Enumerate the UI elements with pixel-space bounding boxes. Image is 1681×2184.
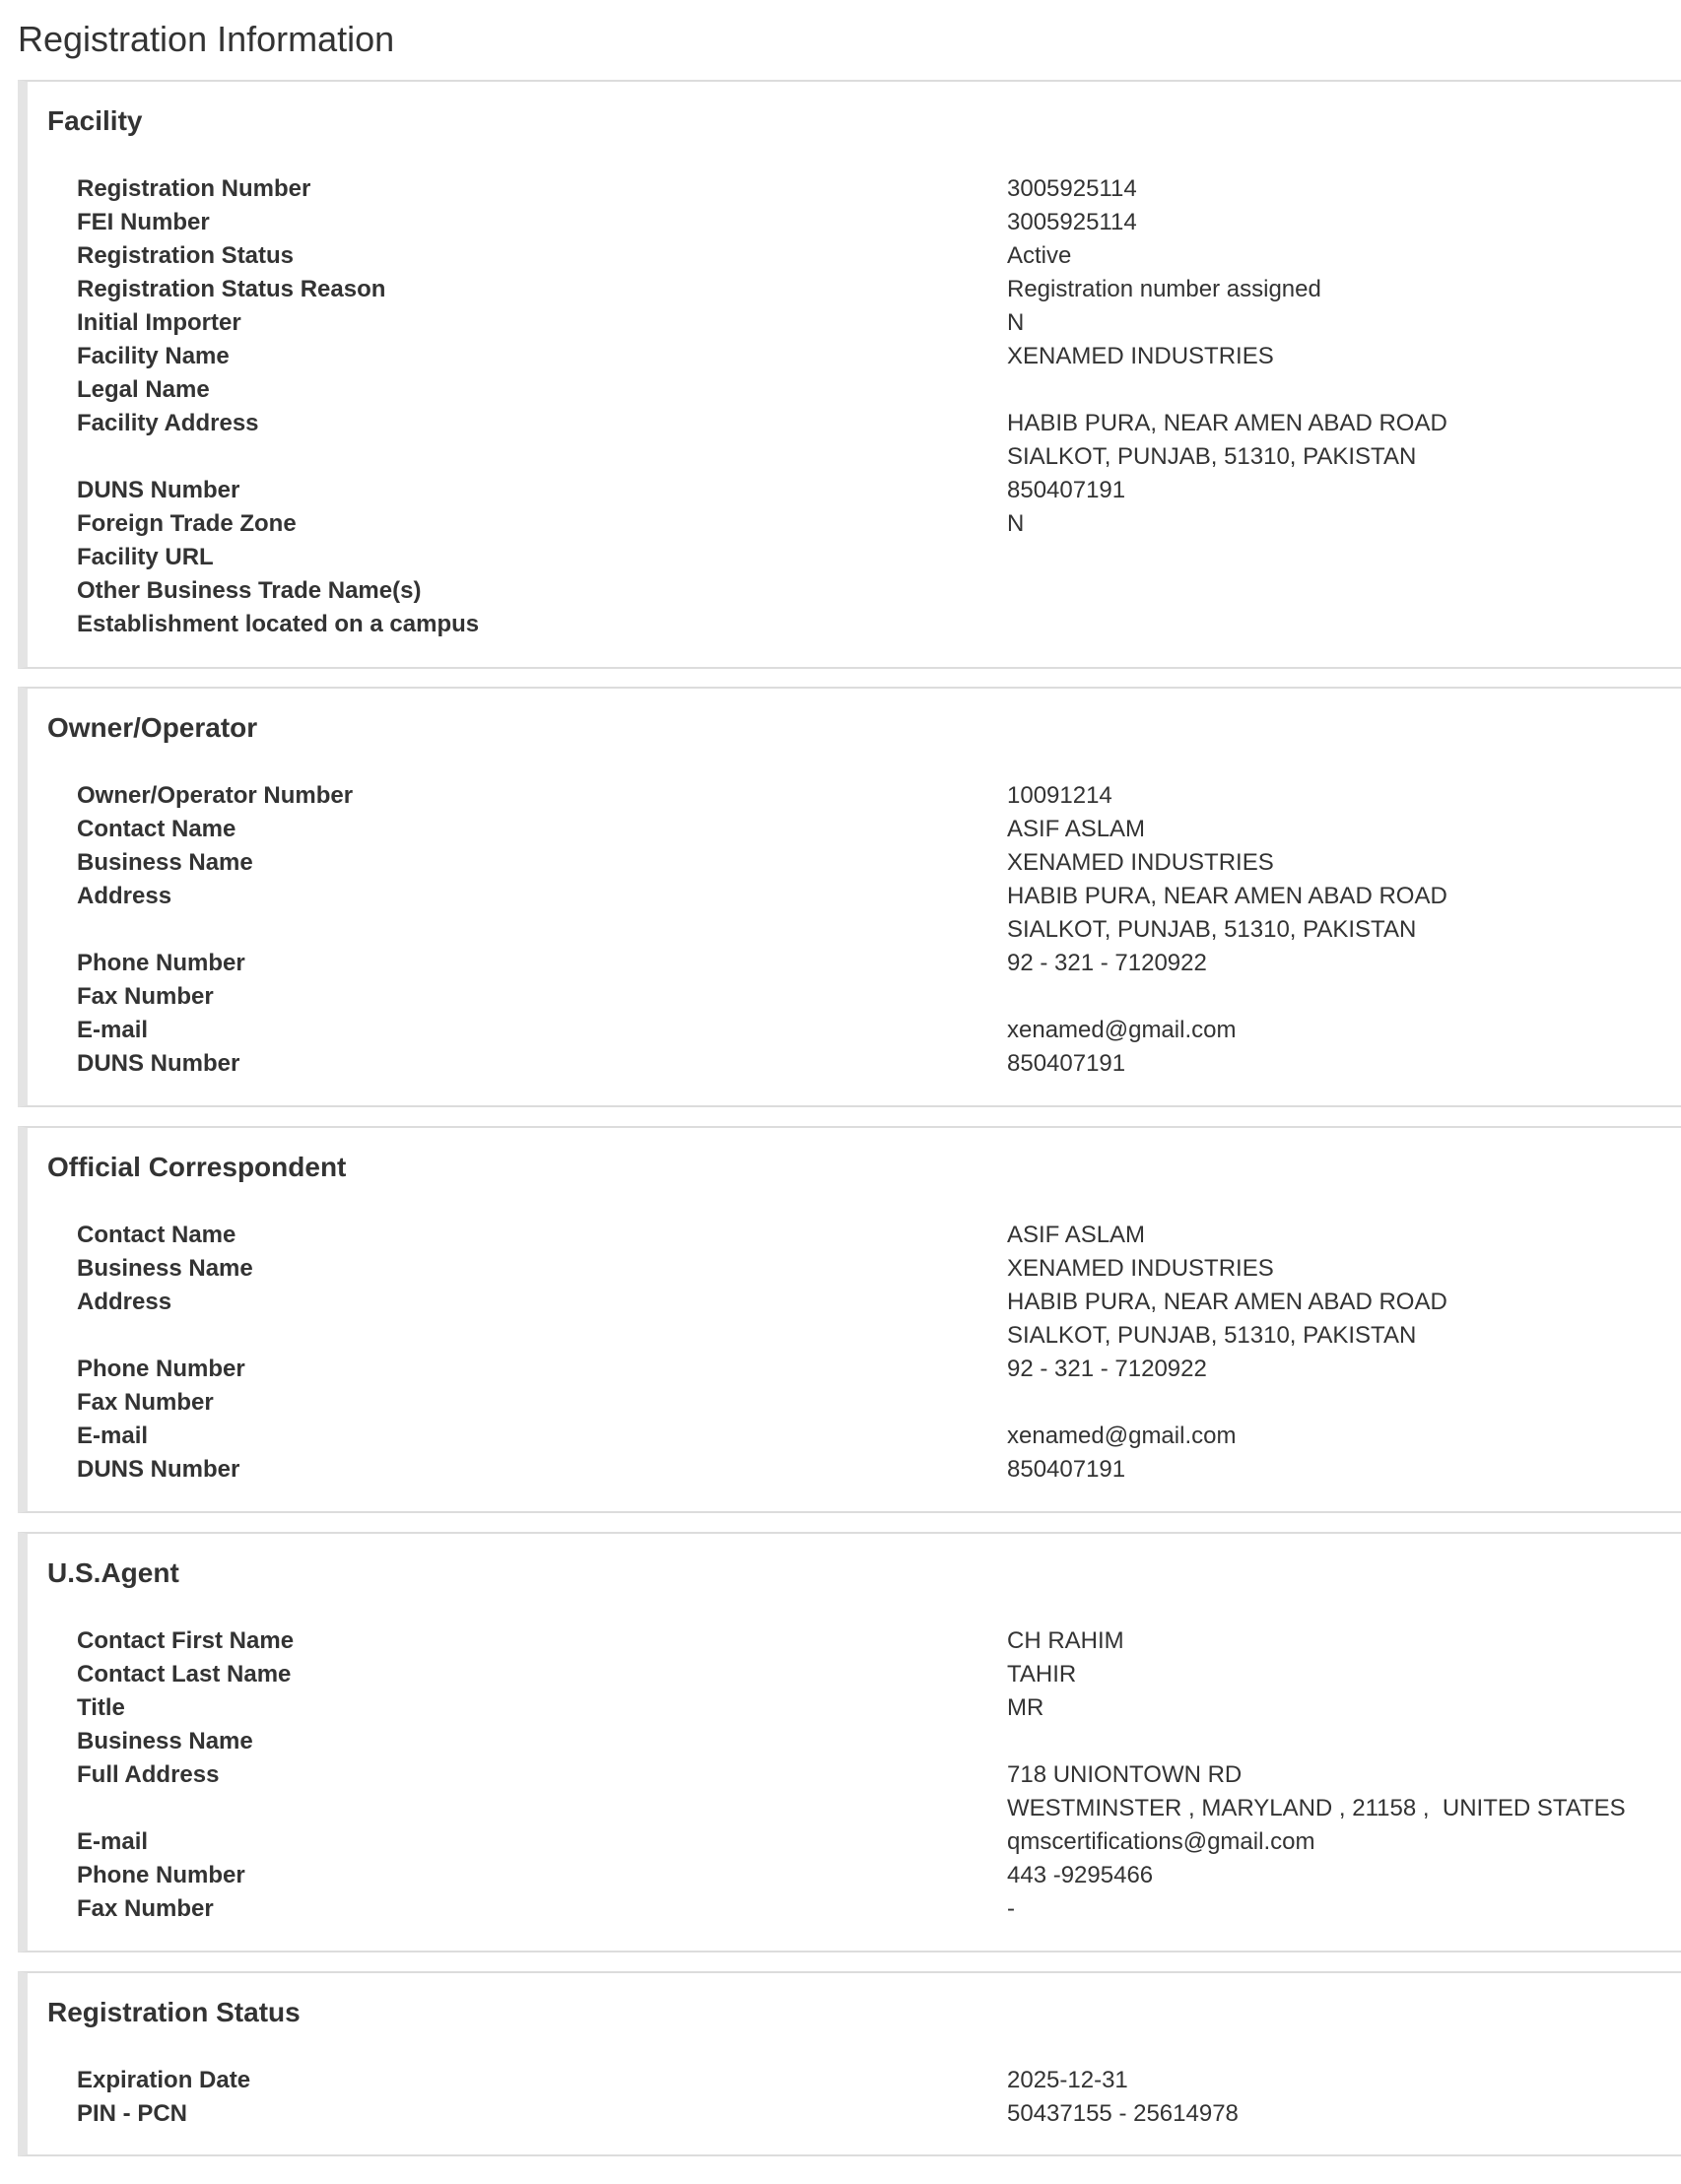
correspondent-business-name-value: XENAMED INDUSTRIES bbox=[1007, 1255, 1274, 1282]
registration-status-reason-label: Registration Status Reason bbox=[77, 276, 386, 302]
other-business-trade-names-label: Other Business Trade Name(s) bbox=[77, 577, 422, 604]
owner-phone-number-label: Phone Number bbox=[77, 950, 245, 976]
pin-pcn-label: PIN - PCN bbox=[77, 2100, 188, 2127]
agent-full-address-line1: 718 UNIONTOWN RD bbox=[1007, 1761, 1243, 1788]
us-agent-heading: U.S.Agent bbox=[47, 1557, 179, 1588]
correspondent-duns-number-value: 850407191 bbox=[1007, 1456, 1126, 1483]
expiration-date-value: 2025-12-31 bbox=[1007, 2067, 1128, 2093]
page-title: Registration Information bbox=[18, 19, 395, 59]
establishment-on-campus-label: Establishment located on a campus bbox=[77, 611, 480, 637]
owner-business-name-value: XENAMED INDUSTRIES bbox=[1007, 849, 1274, 876]
correspondent-address-label: Address bbox=[77, 1289, 172, 1315]
correspondent-phone-number-label: Phone Number bbox=[77, 1356, 245, 1382]
correspondent-phone-number-value: 92 - 321 - 7120922 bbox=[1007, 1356, 1207, 1382]
agent-phone-number-value: 443 -9295466 bbox=[1007, 1862, 1154, 1888]
owner-operator-heading: Owner/Operator bbox=[47, 712, 258, 743]
registration-status-reason-value: Registration number assigned bbox=[1007, 276, 1321, 302]
us-agent-panel bbox=[18, 1532, 1681, 1952]
owner-address-line2: SIALKOT, PUNJAB, 51310, PAKISTAN bbox=[1007, 916, 1417, 943]
registration-status-heading: Registration Status bbox=[47, 1997, 301, 2027]
correspondent-address-line2: SIALKOT, PUNJAB, 51310, PAKISTAN bbox=[1007, 1322, 1417, 1349]
agent-contact-first-name-label: Contact First Name bbox=[77, 1627, 295, 1654]
owner-contact-name-value: ASIF ASLAM bbox=[1007, 816, 1146, 842]
correspondent-fax-number-label: Fax Number bbox=[77, 1389, 214, 1416]
facility-address-line1: HABIB PURA, NEAR AMEN ABAD ROAD bbox=[1007, 410, 1447, 436]
pin-pcn-value: 50437155 - 25614978 bbox=[1007, 2100, 1239, 2127]
owner-duns-number-value: 850407191 bbox=[1007, 1050, 1126, 1077]
agent-email-value: qmscertifications@gmail.com bbox=[1007, 1828, 1315, 1855]
owner-email-value: xenamed@gmail.com bbox=[1007, 1017, 1237, 1043]
foreign-trade-zone-label: Foreign Trade Zone bbox=[77, 510, 297, 537]
agent-fax-number-value: - bbox=[1007, 1895, 1015, 1922]
agent-fax-number-label: Fax Number bbox=[77, 1895, 214, 1922]
initial-importer-value: N bbox=[1007, 309, 1025, 336]
owner-business-name-label: Business Name bbox=[77, 849, 253, 876]
agent-email-label: E-mail bbox=[77, 1828, 149, 1855]
correspondent-address-line1: HABIB PURA, NEAR AMEN ABAD ROAD bbox=[1007, 1289, 1447, 1315]
agent-full-address-label: Full Address bbox=[77, 1761, 220, 1788]
facility-name-value: XENAMED INDUSTRIES bbox=[1007, 343, 1274, 369]
owner-address-line1: HABIB PURA, NEAR AMEN ABAD ROAD bbox=[1007, 883, 1447, 909]
correspondent-email-value: xenamed@gmail.com bbox=[1007, 1423, 1237, 1449]
expiration-date-label: Expiration Date bbox=[77, 2067, 251, 2093]
agent-business-name-label: Business Name bbox=[77, 1728, 253, 1754]
agent-phone-number-label: Phone Number bbox=[77, 1862, 245, 1888]
owner-operator-number-label: Owner/Operator Number bbox=[77, 782, 354, 809]
agent-contact-first-name-value: CH RAHIM bbox=[1007, 1627, 1124, 1654]
registration-status-panel bbox=[18, 1971, 1681, 2156]
agent-title-label: Title bbox=[77, 1694, 125, 1721]
registration-number-value: 3005925114 bbox=[1007, 175, 1137, 202]
facility-panel bbox=[18, 80, 1681, 669]
registration-status-value: Active bbox=[1007, 242, 1072, 269]
owner-operator-panel bbox=[18, 687, 1681, 1107]
owner-address-label: Address bbox=[77, 883, 172, 909]
facility-address-line2: SIALKOT, PUNJAB, 51310, PAKISTAN bbox=[1007, 443, 1417, 470]
facility-heading: Facility bbox=[47, 105, 143, 136]
registration-status-label: Registration Status bbox=[77, 242, 295, 269]
official-correspondent-heading: Official Correspondent bbox=[47, 1152, 347, 1182]
foreign-trade-zone-value: N bbox=[1007, 510, 1025, 537]
fei-number-label: FEI Number bbox=[77, 209, 210, 235]
correspondent-email-label: E-mail bbox=[77, 1423, 149, 1449]
agent-full-address-line2: WESTMINSTER , MARYLAND , 21158 , UNITED STATES bbox=[1007, 1795, 1626, 1821]
agent-title-value: MR bbox=[1007, 1694, 1044, 1721]
facility-duns-number-label: DUNS Number bbox=[77, 477, 240, 503]
agent-contact-last-name-label: Contact Last Name bbox=[77, 1661, 292, 1688]
correspondent-contact-name-label: Contact Name bbox=[77, 1222, 236, 1248]
owner-operator-number-value: 10091214 bbox=[1007, 782, 1112, 809]
owner-email-label: E-mail bbox=[77, 1017, 149, 1043]
registration-number-label: Registration Number bbox=[77, 175, 311, 202]
owner-contact-name-label: Contact Name bbox=[77, 816, 236, 842]
agent-contact-last-name-value: TAHIR bbox=[1007, 1661, 1077, 1688]
official-correspondent-panel bbox=[18, 1126, 1681, 1513]
owner-duns-number-label: DUNS Number bbox=[77, 1050, 240, 1077]
owner-phone-number-value: 92 - 321 - 7120922 bbox=[1007, 950, 1207, 976]
facility-url-label: Facility URL bbox=[77, 544, 214, 570]
owner-fax-number-label: Fax Number bbox=[77, 983, 214, 1010]
correspondent-duns-number-label: DUNS Number bbox=[77, 1456, 240, 1483]
initial-importer-label: Initial Importer bbox=[77, 309, 241, 336]
facility-name-label: Facility Name bbox=[77, 343, 230, 369]
facility-duns-number-value: 850407191 bbox=[1007, 477, 1126, 503]
correspondent-contact-name-value: ASIF ASLAM bbox=[1007, 1222, 1146, 1248]
facility-address-label: Facility Address bbox=[77, 410, 259, 436]
fei-number-value: 3005925114 bbox=[1007, 209, 1137, 235]
legal-name-label: Legal Name bbox=[77, 376, 210, 403]
correspondent-business-name-label: Business Name bbox=[77, 1255, 253, 1282]
